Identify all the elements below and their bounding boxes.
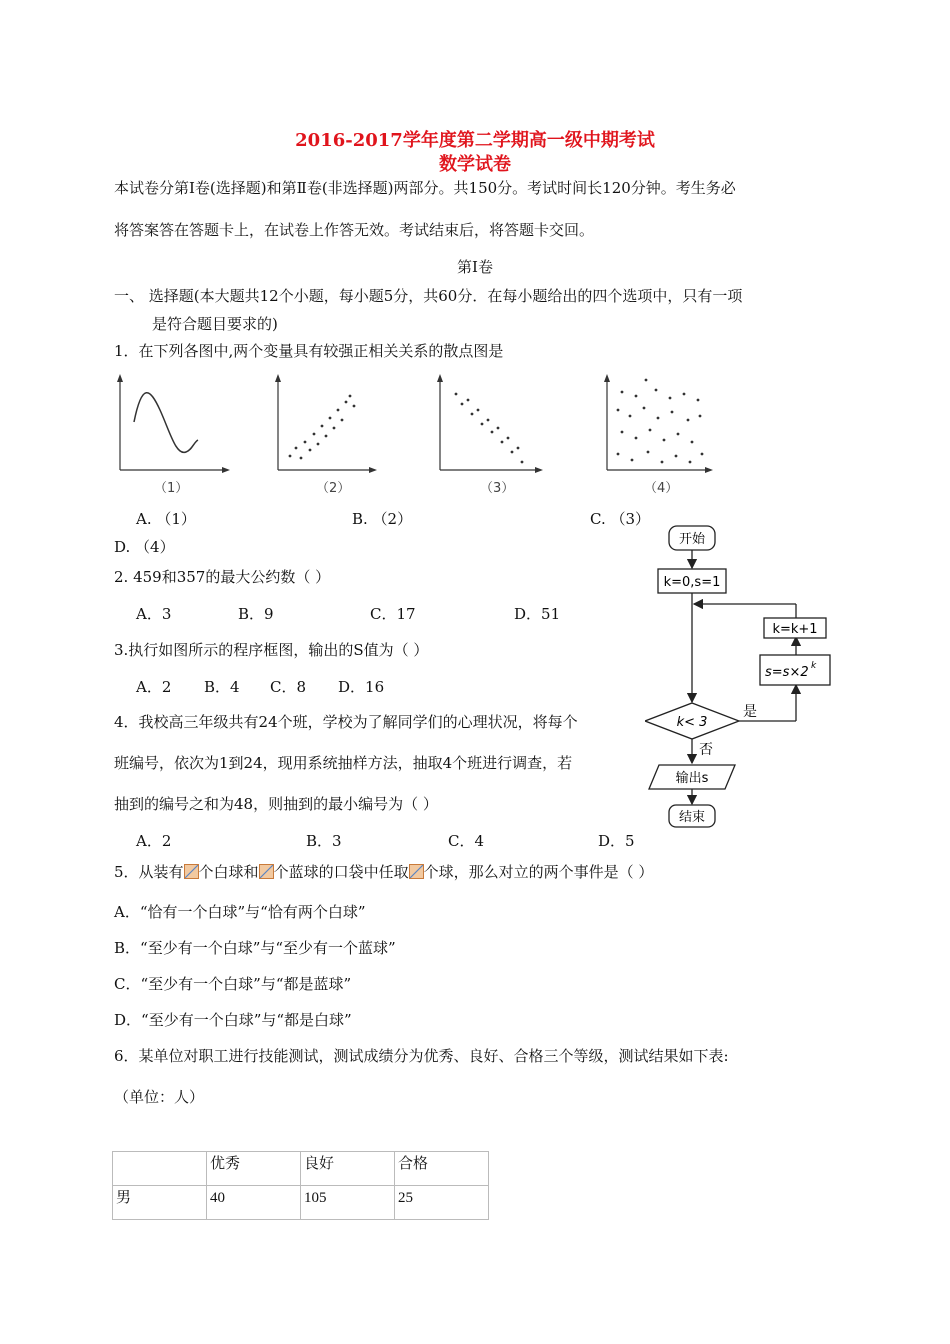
q6-unit: （单位：人）	[114, 1088, 205, 1106]
flow-start-text: 开始	[678, 532, 706, 547]
table-header-cell	[113, 1152, 207, 1186]
figure-4-scatter	[604, 374, 713, 473]
formula-image-icon	[409, 864, 424, 879]
q4-line-2: 班编号，依次为1到24，现用系统抽样方法，抽取4个班进行调查，若	[114, 754, 573, 772]
q4-option-d: D．5	[598, 832, 635, 850]
q4-option-b: B．3	[306, 832, 342, 850]
exam-title: 2016-2017学年度第二学期高一级中期考试	[295, 130, 655, 151]
formula-image-icon	[184, 864, 199, 879]
q5-stem-part-1: 5．从装有	[114, 863, 184, 881]
table-cell: 男	[113, 1186, 207, 1220]
q1-scatter-figures	[110, 370, 730, 500]
q6-results-table	[112, 1151, 489, 1220]
formula-image-icon	[259, 864, 274, 879]
q1-stem: 1．在下列各图中,两个变量具有较强正相关关系的散点图是	[114, 342, 504, 360]
flow-update-s-exponent: k	[811, 661, 817, 671]
q1-option-a: A. （1）	[136, 510, 196, 528]
q3-option-b: B．4	[204, 678, 240, 696]
figure-4-label: （4）	[644, 481, 679, 496]
q5-stem-part-4: 个球，那么对立的两个事件是（ ）	[423, 863, 654, 881]
figure-1-curve	[117, 374, 230, 473]
q3-option-c: C．8	[270, 678, 307, 696]
table-cell: 25	[395, 1186, 489, 1220]
flow-update-k-text: k=k+1	[772, 622, 818, 637]
table-header-cell: 优秀	[207, 1152, 301, 1186]
intro-line-2: 将答案答在答题卡上，在试卷上作答无效。考试结束后，将答题卡交回。	[114, 221, 595, 239]
figure-3-label: （3）	[480, 481, 515, 496]
figure-2-label: （2）	[316, 481, 351, 496]
q1-option-b: B. （2）	[352, 510, 413, 528]
q3-option-a: A．2	[136, 678, 172, 696]
q5-stem-part-3: 个蓝球的口袋中任取	[273, 863, 409, 881]
q4-option-a: A．2	[136, 832, 172, 850]
flow-init-text: k=0,s=1	[663, 575, 721, 590]
section-heading-line-2: 是符合题目要求的)	[152, 315, 278, 333]
figure-3-scatter	[437, 374, 543, 473]
table-header-cell: 良好	[301, 1152, 395, 1186]
q1-option-c: C. （3）	[590, 510, 651, 528]
q4-line-3: 抽到的编号之和为48，则抽到的最小编号为（ ）	[114, 795, 438, 813]
q4-option-c: C．4	[448, 832, 485, 850]
table-cell: 105	[301, 1186, 395, 1220]
q1-option-d: D. （4）	[114, 538, 175, 556]
q2-option-d: D．51	[514, 605, 561, 623]
intro-line-1: 本试卷分第Ⅰ卷(选择题)和第Ⅱ卷(非选择题)两部分。共150分。考试时间长120分钟。考生务必	[114, 179, 736, 197]
q5-option-d: D．“至少有一个白球”与“都是白球”	[114, 1011, 352, 1029]
figure-2-scatter	[275, 374, 377, 473]
figure-1-label: （1）	[154, 481, 189, 496]
exam-subtitle: 数学试卷	[439, 154, 511, 175]
table-row	[113, 1186, 489, 1220]
section-heading-line-1: 一、 选择题(本大题共12个小题，每小题5分，共60分．在每小题给出的四个选项中，只有一项	[114, 287, 743, 305]
q2-option-c: C．17	[370, 605, 416, 623]
q5-option-a: A．“恰有一个白球”与“恰有两个白球”	[114, 903, 366, 921]
q2-option-b: B．9	[238, 605, 274, 623]
q6-stem: 6．某单位对职工进行技能测试，测试成绩分为优秀、良好、合格三个等级，测试结果如下表:	[114, 1047, 729, 1065]
table-cell: 40	[207, 1186, 301, 1220]
q2-option-a: A．3	[136, 605, 172, 623]
flow-no-label: 否	[699, 742, 713, 758]
flow-output-text: 输出s	[675, 771, 709, 786]
q5-stem-part-2: 个白球和	[198, 863, 259, 881]
q5-stem	[114, 861, 653, 882]
flow-yes-label: 是	[743, 704, 757, 720]
q4-line-1: 4．我校高三年级共有24个班，学校为了解同学们的心理状况，将每个	[114, 713, 578, 731]
q5-option-b: B．“至少有一个白球”与“至少有一个蓝球”	[114, 939, 396, 957]
volume-heading: 第Ⅰ卷	[457, 258, 493, 276]
flow-condition-text: k< 3	[676, 715, 708, 730]
q3-stem: 3.执行如图所示的程序框图，输出的S值为（ ）	[114, 641, 429, 659]
table-header-row	[113, 1152, 489, 1186]
table-header-cell: 合格	[395, 1152, 489, 1186]
q2-stem: 2. 459和357的最大公约数（ ）	[114, 568, 331, 586]
flow-update-s-text: s=s×2	[765, 665, 809, 680]
flow-end-text: 结束	[678, 810, 706, 825]
q5-option-c: C．“至少有一个白球”与“都是蓝球”	[114, 975, 352, 993]
q3-option-d: D．16	[338, 678, 385, 696]
program-flowchart	[645, 520, 845, 832]
